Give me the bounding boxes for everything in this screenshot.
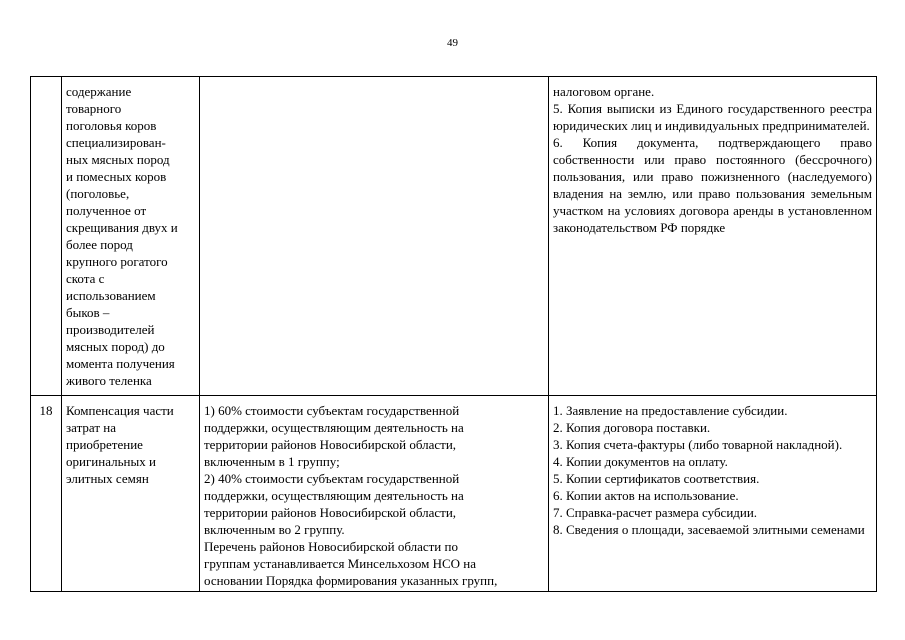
- subsidy-conditions: 1) 60% стоимости субъектам государственной поддержки, осуществляющим деятельность на территории районов Новосибирской области, включенным в 1 группу; 2) 40% стоимости субъектам государственной поддержки, осуществляющим деятельность на территории районов Новосибирской области, включенным во 2 группу. Перечень районов Новосибирской области по группам устанавливается Минсельхозом НСО на основании Порядка формирования указанных групп,: [200, 396, 549, 592]
- subsidy-name: содержание товарного поголовья коров специализирован- ных мясных пород и помесных коров (поголовье, полученное от скрещивания двух и более пород крупного рогатого скота с использованием быков – производителей мясных пород) до момента получения живого теленка: [62, 77, 200, 396]
- document-item: 2. Копия договора поставки.: [553, 420, 711, 435]
- required-documents: [549, 77, 877, 396]
- document-item: 5. Копии сертификатов соответствия.: [553, 471, 760, 486]
- document-item: 5. Копия выписки из Единого государственного реестра юридических лиц и индивидуальных предпринимателей.: [553, 101, 872, 133]
- table-row: [31, 77, 877, 396]
- row-number: [31, 77, 62, 396]
- document-item: 7. Справка-расчет размера субсидии.: [553, 505, 758, 520]
- subsidy-name: Компенсация части затрат на приобретение оригинальных и элитных семян: [62, 396, 200, 592]
- document-item: налоговом органе.: [553, 84, 655, 99]
- table-row: [31, 396, 877, 592]
- document-item: 6. Копия документа, подтверждающего право собственности или право постоянного (бессрочного) пользования, или право пожизненного (наследуемого) владения на землю, или право пользования земельным участком на условиях договора аренды в установленном законодательством РФ порядке: [553, 135, 872, 235]
- row-number: 18: [31, 396, 62, 592]
- required-documents: [549, 396, 877, 592]
- document-item: 8. Сведения о площади, засеваемой элитными семенами: [553, 522, 865, 537]
- page-number: 49: [447, 37, 458, 49]
- document-item: 1. Заявление на предоставление субсидии.: [553, 403, 788, 418]
- subsidy-conditions: [200, 77, 549, 396]
- subsidy-table: [30, 76, 877, 592]
- document-item: 3. Копия счета-фактуры (либо товарной накладной).: [553, 437, 843, 452]
- document-item: 4. Копии документов на оплату.: [553, 454, 728, 469]
- document-item: 6. Копии актов на использование.: [553, 488, 739, 503]
